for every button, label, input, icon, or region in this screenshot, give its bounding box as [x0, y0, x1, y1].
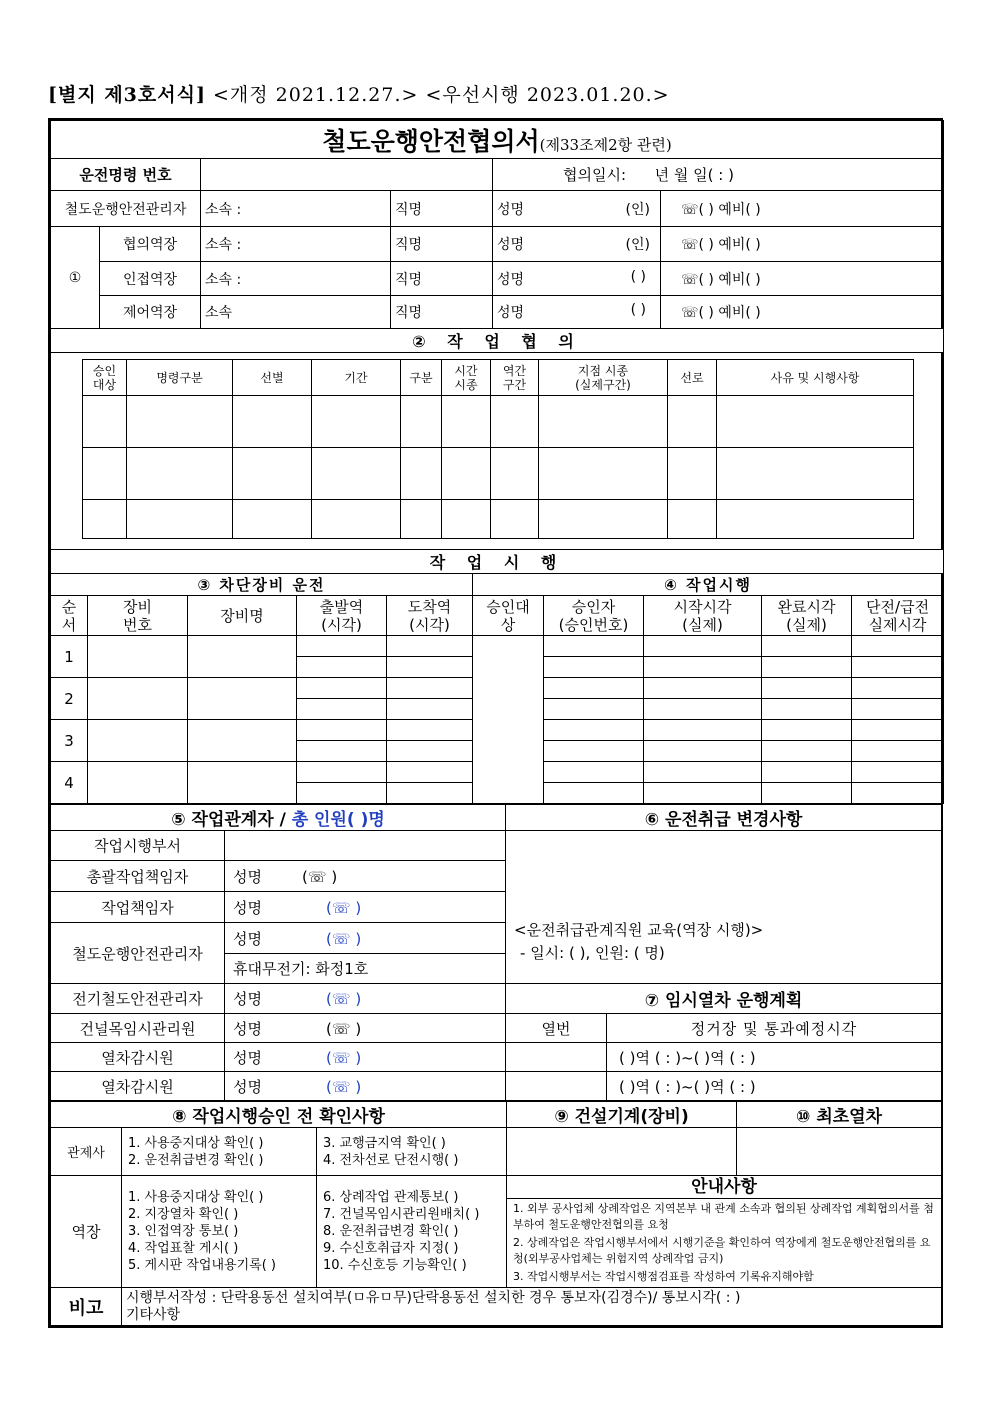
- train-no-field[interactable]: [506, 1043, 607, 1072]
- work-exec-field[interactable]: [852, 699, 944, 720]
- departure-field[interactable]: [297, 636, 387, 657]
- departure-field[interactable]: [297, 678, 387, 699]
- consult-header-cell: 구분: [401, 360, 442, 396]
- consult-datetime[interactable]: 협의일시: 년 월 일( : ): [493, 159, 944, 191]
- work-header-cell: 출발역 (시각): [297, 596, 387, 636]
- staff-field[interactable]: 성명 (☏ ): [225, 984, 506, 1014]
- work-exec-field[interactable]: [644, 741, 762, 762]
- staff-label: 전기철도안전관리자: [51, 984, 225, 1014]
- work-exec-field[interactable]: [544, 636, 644, 657]
- section2-title: ② 작 업 협 의: [51, 329, 944, 353]
- consult-header-cell: 사유 및 시행사항: [717, 360, 914, 396]
- staff-label: 작업시행부서: [51, 831, 225, 861]
- work-exec-field[interactable]: [852, 720, 944, 741]
- arrival-field[interactable]: [387, 720, 473, 741]
- station-checks-right[interactable]: 6. 상례작업 관제통보( ) 7. 건널목임시관리원배치( ) 8. 운전취급변경 확인( ) 9. 수신호취급자 지정( ) 10. 수신호등 기능확인( ): [317, 1176, 507, 1288]
- control-label: 관제사: [51, 1128, 122, 1176]
- arrival-field[interactable]: [387, 657, 473, 678]
- consult-header-cell: 선별: [233, 360, 312, 396]
- manager-phone[interactable]: ☏( ) 예비( ): [661, 191, 944, 227]
- work-exec-field[interactable]: [644, 783, 762, 804]
- staff-field[interactable]: 성명 (☏ ): [225, 892, 506, 923]
- section6-title: ⑥ 운전취급 변경사항: [506, 805, 942, 831]
- control-checks-right[interactable]: 3. 교행금지역 확인( ) 4. 전차선로 단전시행( ): [317, 1128, 507, 1176]
- departure-field[interactable]: [297, 720, 387, 741]
- work-header-cell: 완료시각 (실제): [762, 596, 852, 636]
- role-position[interactable]: 직명: [391, 227, 493, 262]
- work-exec-field[interactable]: [544, 783, 644, 804]
- arrival-field[interactable]: [387, 678, 473, 699]
- work-title: 작 업 시 행: [51, 550, 944, 574]
- staff-label: 열차감시원: [51, 1043, 225, 1072]
- form-title: 철도운행안전협의서(제33조제2항 관련): [51, 121, 944, 159]
- form-number: [별지 제3호서식]: [48, 84, 206, 106]
- work-exec-field[interactable]: [852, 657, 944, 678]
- work-exec-field[interactable]: [762, 678, 852, 699]
- notice-item: 3. 작업시행부서는 작업시행점검표를 작성하여 기록유지해야함: [513, 1270, 814, 1283]
- radio-info: 휴대무전기: 화정1호: [225, 954, 506, 984]
- construction-equipment-field[interactable]: [507, 1128, 737, 1176]
- work-exec-field[interactable]: [852, 762, 944, 783]
- work-table: [50, 549, 944, 804]
- work-row-number: 4: [51, 762, 88, 804]
- top-table: [50, 120, 944, 549]
- work-header-cell: 장비 번호: [88, 596, 188, 636]
- consult-header-cell: 명령구분: [127, 360, 233, 396]
- check-table: [50, 1101, 942, 1326]
- work-exec-field[interactable]: [644, 762, 762, 783]
- role-label: 인접역장: [100, 262, 201, 296]
- work-exec-field[interactable]: [762, 657, 852, 678]
- work-exec-field[interactable]: [544, 678, 644, 699]
- section3-title: ③ 차단장비 운전: [51, 574, 473, 596]
- consult-header-cell: 시간 시종: [442, 360, 491, 396]
- form-box: [48, 118, 943, 1328]
- consult-header-cell: 역간 구간: [491, 360, 539, 396]
- train-no-header: 열번: [506, 1014, 607, 1043]
- manager-affil[interactable]: 소속 :: [201, 191, 391, 227]
- role-phone[interactable]: ☏( ) 예비( ): [661, 296, 944, 329]
- departure-field[interactable]: [297, 741, 387, 762]
- work-header-cell: 도착역 (시각): [387, 596, 473, 636]
- arrival-field[interactable]: [387, 783, 473, 804]
- role-affil[interactable]: 소속: [201, 296, 391, 329]
- arrival-field[interactable]: [387, 699, 473, 720]
- notice-item: 1. 외부 공사업체 상례작업은 지역본부 내 관계 소속과 협의된 상례작업 계획협의서를 첨부하여 철도운행안전협의를 요청: [513, 1202, 934, 1231]
- notice-title: 안내사항: [507, 1176, 941, 1199]
- control-checks-left[interactable]: 1. 사용중지대상 확인( ) 2. 운전취급변경 확인( ): [122, 1128, 317, 1176]
- work-exec-field[interactable]: [762, 741, 852, 762]
- section7-title: ⑦ 임시열차 운행계획: [506, 984, 942, 1014]
- station-checks-left[interactable]: 1. 사용중지대상 확인( ) 2. 지장열차 확인( ) 3. 인접역장 통보( ) 4. 작업표찰 게시( ) 5. 게시판 작업내용기록( ): [122, 1176, 317, 1288]
- staff-label: 총괄작업책임자: [51, 861, 225, 892]
- edu-detail[interactable]: - 일시: ( ), 인원: ( 명): [520, 944, 665, 962]
- work-exec-field[interactable]: [544, 657, 644, 678]
- role-name[interactable]: 성명 ( ): [493, 296, 661, 329]
- notice-box: [507, 1176, 942, 1288]
- staff-field[interactable]: [225, 831, 506, 861]
- role-phone[interactable]: ☏( ) 예비( ): [661, 227, 944, 262]
- staff-field[interactable]: 성명 (☏ ): [225, 1014, 506, 1043]
- train-no-field[interactable]: [506, 1072, 607, 1101]
- station-label: 역장: [51, 1176, 122, 1288]
- consult-header-cell: 지점 시종 (실제구간): [539, 360, 668, 396]
- role-name[interactable]: 성명 ( ): [493, 262, 661, 296]
- work-row-number: 1: [51, 636, 88, 678]
- work-exec-field[interactable]: [762, 762, 852, 783]
- equipment-name-field[interactable]: [188, 720, 297, 762]
- work-row-number: 3: [51, 720, 88, 762]
- role-phone[interactable]: ☏( ) 예비( ): [661, 262, 944, 296]
- staff-table: [50, 804, 942, 1101]
- departure-field[interactable]: [297, 783, 387, 804]
- order-no-label: 운전명령 번호: [51, 159, 201, 191]
- departure-field[interactable]: [297, 699, 387, 720]
- work-exec-field[interactable]: [644, 657, 762, 678]
- role-label: 제어역장: [100, 296, 201, 329]
- work-header-cell: 시작시각 (실제): [644, 596, 762, 636]
- work-exec-field[interactable]: [544, 720, 644, 741]
- staff-field[interactable]: 성명 (☏ ): [225, 923, 506, 954]
- equipment-name-field[interactable]: [188, 636, 297, 678]
- equipment-no-field[interactable]: [88, 762, 188, 804]
- equipment-name-field[interactable]: [188, 678, 297, 720]
- work-exec-field[interactable]: [852, 741, 944, 762]
- equipment-name-field[interactable]: [188, 762, 297, 804]
- work-exec-field[interactable]: [544, 699, 644, 720]
- consult-header-cell: 승인 대상: [83, 360, 127, 396]
- role-position[interactable]: 직명: [391, 262, 493, 296]
- work-exec-field[interactable]: [762, 720, 852, 741]
- arrival-field[interactable]: [387, 762, 473, 783]
- staff-label: 열차감시원: [51, 1072, 225, 1101]
- section6-body: [506, 831, 942, 984]
- equipment-no-field[interactable]: [88, 678, 188, 720]
- consult-header-cell: 기간: [312, 360, 401, 396]
- station-time-header: 정거장 및 통과예정시각: [607, 1014, 942, 1043]
- revision-note: <개정 2021.12.27.> <우선시행 2023.01.20.>: [213, 84, 670, 106]
- work-exec-field[interactable]: [762, 636, 852, 657]
- work-exec-field[interactable]: [644, 678, 762, 699]
- section10-title: ⑩ 최초열차: [737, 1102, 942, 1128]
- work-exec-field[interactable]: [644, 636, 762, 657]
- equipment-no-field[interactable]: [88, 720, 188, 762]
- role-label: 협의역장: [100, 227, 201, 262]
- equipment-no-field[interactable]: [88, 636, 188, 678]
- first-train-field[interactable]: [737, 1128, 942, 1176]
- consult-table: [82, 359, 914, 539]
- work-header-cell: 순 서: [51, 596, 88, 636]
- work-row-number: 2: [51, 678, 88, 720]
- remarks-label: 비고: [51, 1288, 122, 1326]
- section5-title: ⑤ 작업관계자 / 총 인원( )명: [51, 805, 506, 831]
- work-exec-field[interactable]: [644, 699, 762, 720]
- staff-field[interactable]: 성명 (☏ ): [225, 1072, 506, 1101]
- role-position[interactable]: 직명: [391, 296, 493, 329]
- train-schedule[interactable]: ( )역 ( : )~( )역 ( : ): [607, 1043, 942, 1072]
- notice-item: 2. 상례작업은 작업시행부서에서 시행기준을 확인하여 역장에게 철도운행안전협의를 요청(외부공사업체는 위험지역 상례작업 금지): [513, 1236, 931, 1265]
- work-exec-field[interactable]: [852, 636, 944, 657]
- circle-one: ①: [51, 227, 100, 329]
- order-no-field[interactable]: [201, 159, 493, 191]
- staff-label: 건널목임시관리원: [51, 1014, 225, 1043]
- arrival-field[interactable]: [387, 741, 473, 762]
- work-exec-field[interactable]: [644, 720, 762, 741]
- section9-title: ⑨ 건설기계(장비): [507, 1102, 737, 1128]
- manager-label: 철도운행안전관리자: [51, 191, 201, 227]
- section8-title: ⑧ 작업시행승인 전 확인사항: [51, 1102, 507, 1128]
- work-exec-field[interactable]: [762, 699, 852, 720]
- staff-field[interactable]: 성명 (☏ ): [225, 861, 506, 892]
- form-header: [48, 80, 670, 107]
- approval-target-field[interactable]: [473, 636, 544, 804]
- work-exec-field[interactable]: [544, 741, 644, 762]
- work-header-cell: 승인대 상: [473, 596, 544, 636]
- section2-body: [51, 353, 944, 550]
- arrival-field[interactable]: [387, 636, 473, 657]
- work-header-cell: 장비명: [188, 596, 297, 636]
- work-header-cell: 단전/급전 실제시각: [852, 596, 944, 636]
- work-exec-field[interactable]: [762, 783, 852, 804]
- role-affil[interactable]: 소속 :: [201, 227, 391, 262]
- work-exec-field[interactable]: [852, 678, 944, 699]
- consult-header-cell: 선로: [668, 360, 717, 396]
- role-affil[interactable]: 소속 :: [201, 262, 391, 296]
- train-schedule[interactable]: ( )역 ( : )~( )역 ( : ): [607, 1072, 942, 1101]
- manager-position[interactable]: 직명: [391, 191, 493, 227]
- section4-title: ④ 작업시행: [473, 574, 944, 596]
- work-header-cell: 승인자 (승인번호): [544, 596, 644, 636]
- role-name[interactable]: 성명 (인): [493, 227, 661, 262]
- edu-title: <운전취급관계직원 교육(역장 시행)>: [514, 921, 764, 939]
- departure-field[interactable]: [297, 762, 387, 783]
- staff-field[interactable]: 성명 (☏ ): [225, 1043, 506, 1072]
- manager-name[interactable]: 성명 (인): [493, 191, 661, 227]
- work-exec-field[interactable]: [852, 783, 944, 804]
- remarks-body[interactable]: 시행부서작성 : 단락용동선 설치여부(ㅁ유ㅁ무)단락용동선 설치한 경우 통보자(김경수)/ 통보시각( : ) 기타사항: [122, 1288, 942, 1326]
- staff-label: 작업책임자: [51, 892, 225, 923]
- staff-label: 철도운행안전관리자: [51, 923, 225, 984]
- departure-field[interactable]: [297, 657, 387, 678]
- work-exec-field[interactable]: [544, 762, 644, 783]
